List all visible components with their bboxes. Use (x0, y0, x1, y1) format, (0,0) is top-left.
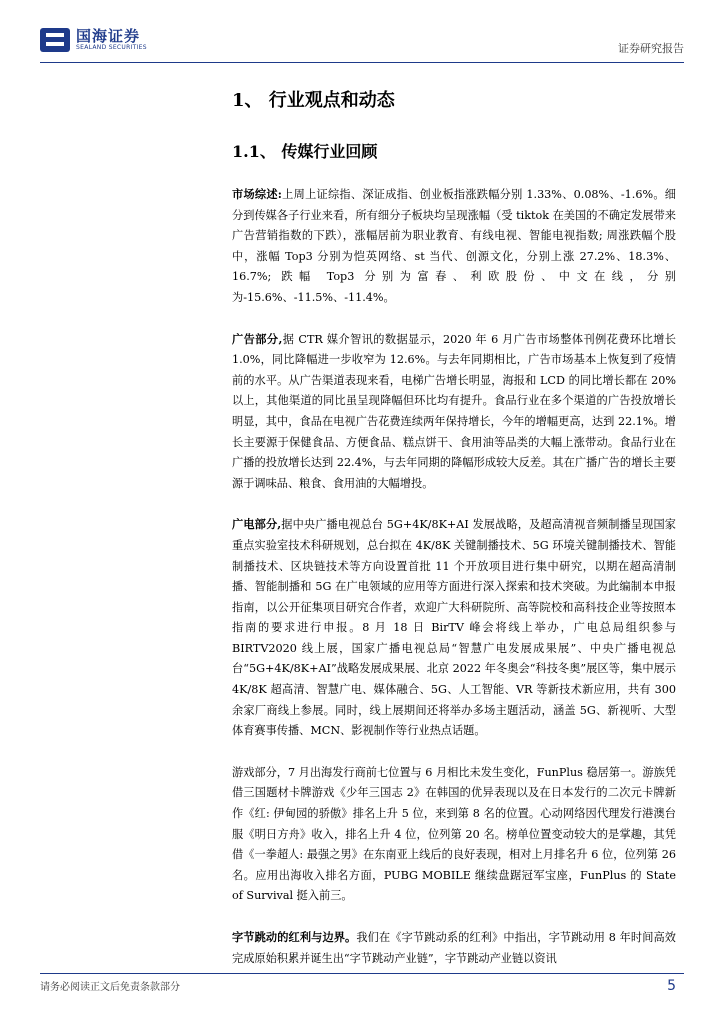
brand-name-cn: 国海证券 (76, 27, 141, 45)
paragraph-broadcasting (232, 514, 676, 742)
paragraph-market-summary (232, 184, 676, 309)
section-heading: 1、 行业观点和动态 (232, 90, 395, 111)
paragraph-lead: 市场综述: (232, 187, 282, 201)
footer-divider (40, 973, 684, 974)
report-type-label: 证券研究报告 (618, 42, 684, 55)
paragraph-lead: 字节跳动的红利与边界。 (232, 930, 357, 944)
page-header (40, 28, 684, 60)
main-content (232, 88, 676, 989)
subsection-heading: 1.1、 传媒行业回顾 (232, 142, 378, 161)
page-number: 5 (667, 978, 676, 994)
paragraph-lead: 广电部分, (232, 517, 282, 532)
brand-logo (40, 28, 147, 52)
paragraph-text: 据 CTR 媒介智讯的数据显示，2020 年 6 月广告市场整体刊例花费环比增长 1.0%，同比降幅进一步收窄为 12.6%。与去年同期相比，广告市场基本上恢复到了疫情前的水平。从广告渠道表现来看，电梯广告增长明显，海报和 LCD 的同比增长都在 20%以上，其他渠道的同比虽呈现降幅但环比均有提升。食品行业在多个渠道的广告投放增长明显，其中，食品在电视广告花费连续两年保持增长，今年的增幅更高，达到 22.1%。增长主要源于保健食品、方便食品、糕点饼干、食用油等品类的大幅上涨带动。食品行业在广播的投放增长达到 22.4%，与去年同期的降幅形成较大反差。其在广播广告的增长主要源于调味品、粮食、食用油的大幅增投。 (232, 332, 676, 490)
footer-disclaimer: 请务必阅读正文后免责条款部分 (40, 982, 180, 993)
paragraph-lead: 广告部分, (232, 331, 283, 346)
paragraph-text: 据中央广播电视总台 5G+4K/8K+AI 发展战略，及超高清视音频制播呈现国家重点实验室技术科研规划，总台拟在 4K/8K 关键制播技术、5G 环境关键制播技术、智能制播技术、区块链技术等方向设置首批 11 个开放项目进行集中研究，以期在超高清制播、智能制播和 5G 在广电领域的应用等方面进行深入探索和技术突破。为此编制本申报指南，以公开征集项目研究合作者，欢迎广大科研院所、高等院校和高科技企业等按照本指南的要求进行申报。8 月 18 日 BirTV 峰会将线上举办，广电总局组织参与 BIRTV2020 线上展，国家广播电视总局“智慧广电发展成果展”、中央广播电视总台“5G+4K/8K+AI”战略发展成果展、北京 2022 年冬奥会“科技冬奥”展区等，集中展示 4K/8K 超高清、智慧广电、媒体融合、5G、人工智能、VR 等新技术新应用，共有 300 余家厂商线上参展。同时，线上展期间还将举办多场主题活动，涵盖 5G、新视听、大型体育赛事传播、MCN、影视制作等行业热点话题。 (232, 518, 676, 738)
logo-icon (40, 28, 70, 52)
paragraph-text: 我们在《字节跳动系的红利》中指出，字节跳动用 8 年时间高效完成原始积累并诞生出“字节跳动产业链”，字节跳动产业链以资讯 (232, 931, 676, 965)
paragraph-bytedance (232, 927, 676, 969)
paragraph-text: 游戏部分，7 月出海发行商前七位置与 6 月相比未发生变化，FunPlus 稳居第一。游族凭借三国题材卡牌游戏《少年三国志 2》在韩国的优异表现以及在日本发行的二次元卡牌新作《红: 伊甸园的骄傲》排名上升 5 位，来到第 8 名的位置。心动网络因代理发行港澳台服《明日方舟》收入，排名上升 4 位，位列第 20 名。榜单位置变动较大的是掌趣，其凭借《一拳超人: 最强之男》在东南亚上线后的良好表现，相对上月排名升 6 位，位列第 26 名。应用出海收入排名方面，PUBG MOBILE 继续盘踞冠军宝座，FunPlus 的 State of Survival 挺入前三。 (232, 765, 676, 903)
header-divider (40, 62, 684, 63)
paragraph-gaming (232, 762, 676, 907)
paragraph-advertising (232, 329, 676, 495)
paragraph-text: 上周上证综指、深证成指、创业板指涨跌幅分别 1.33%、0.08%、-1.6%。细分到传媒各子行业来看，所有细分子板块均呈现涨幅（受 tiktok 在美国的不确定发展带来广告营销指数的下跌），涨幅居前为职业教育、有线电视、智能电视指数; 周涨跌幅个股中，涨幅 Top3 分别为恺英网络、st 当代、创源文化，分别上涨 27.2%、18.3%、16.7%; 跌幅 Top3 分别为富春、利欧股份、中文在线，分别为-15.6%、-11.5%、-11.4%。 (232, 188, 676, 304)
brand-name-en: SEALAND SECURITIES (76, 44, 147, 51)
